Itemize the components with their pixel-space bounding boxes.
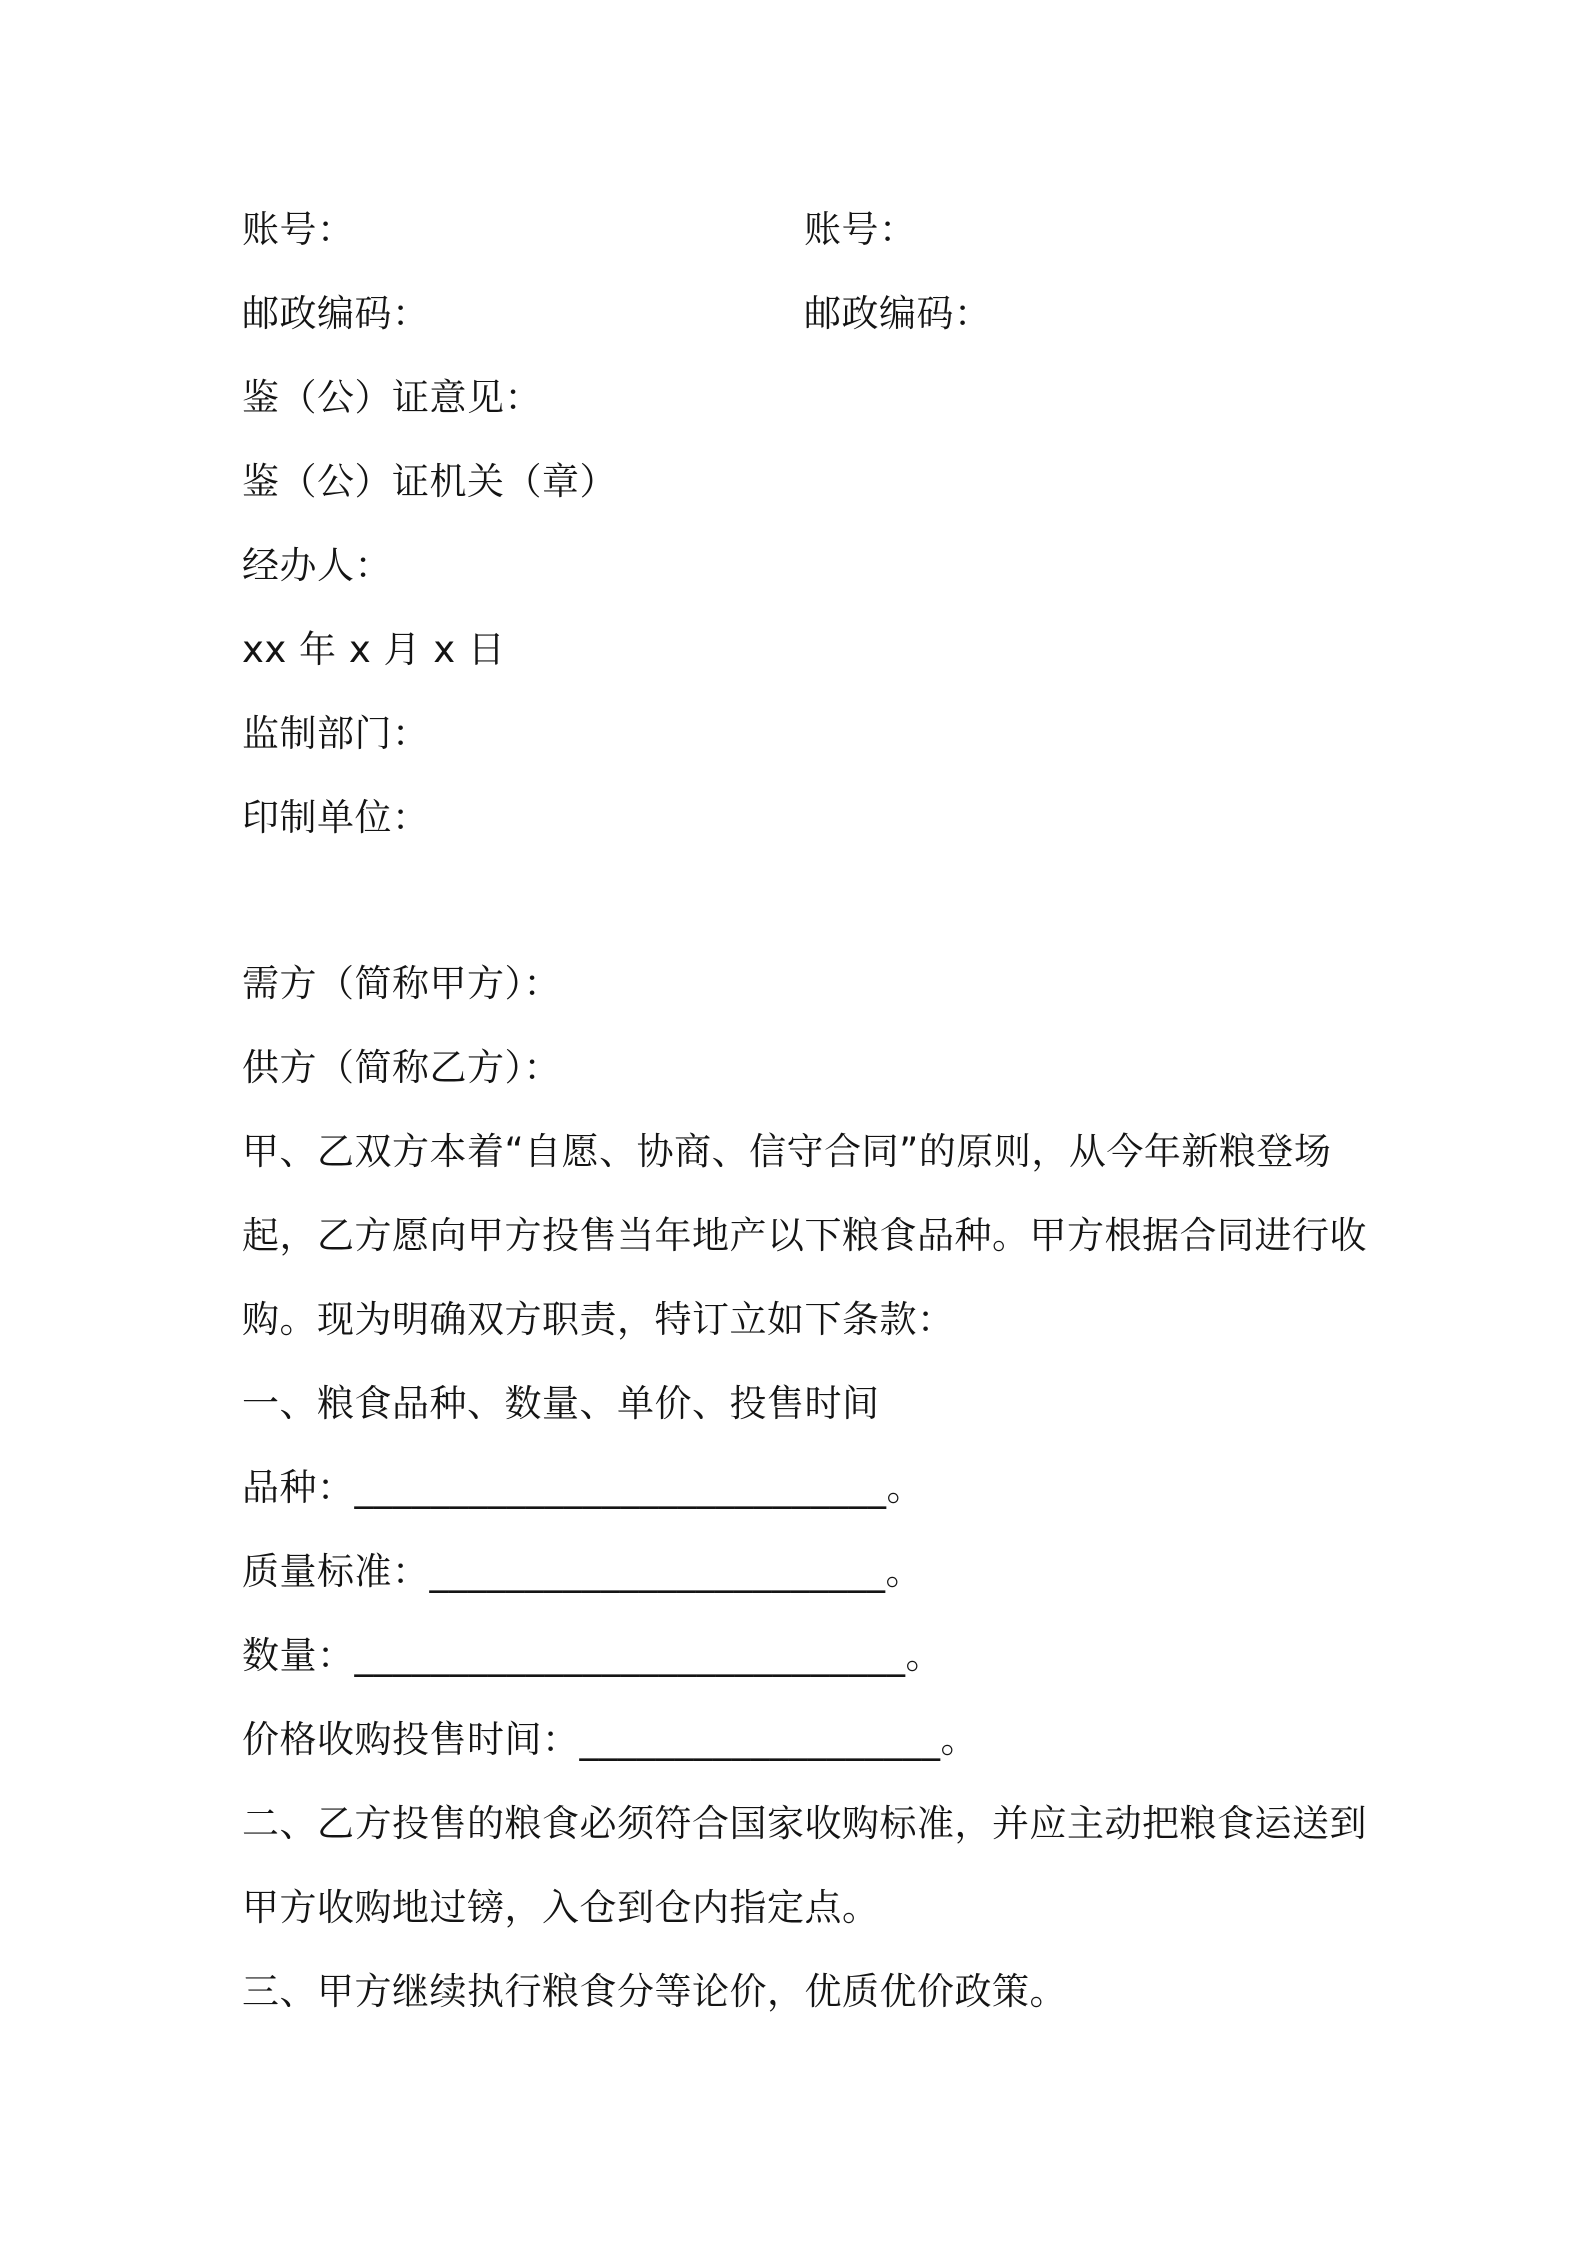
preamble-line-2: 起，乙方愿向甲方投售当年地产以下粮食品种。甲方根据合同进行收	[242, 1214, 1367, 1257]
notary-date: xx 年 x 月 x 日	[242, 628, 506, 671]
seller-party: 供方（简称乙方）：	[242, 1046, 561, 1089]
preamble-line-1: 甲、乙双方本着“自愿、协商、信守合同”的原则，从今年新粮登场	[242, 1130, 1332, 1173]
variety-field: 品种：____________________________。	[242, 1466, 924, 1509]
price-time-field: 价格收购投售时间：___________________。	[242, 1718, 978, 1761]
buyer-party: 需方（简称甲方）：	[242, 962, 561, 1005]
notary-opinion: 鉴（公）证意见：	[242, 376, 542, 419]
notary-handler: 经办人：	[242, 544, 392, 587]
left-account-label: 账号：	[242, 208, 355, 251]
quality-standard-field: 质量标准：________________________。	[242, 1550, 923, 1593]
clause-2-line-1: 二、乙方投售的粮食必须符合国家收购标准，并应主动把粮食运送到	[242, 1802, 1367, 1845]
account-row	[242, 206, 917, 254]
preamble-line-3: 购。现为明确双方职责，特订立如下条款：	[242, 1298, 955, 1341]
left-postcode-label: 邮政编码：	[242, 292, 430, 335]
clause-3-line-1: 三、甲方继续执行粮食分等论价，优质优价政策。	[242, 1970, 1067, 2013]
clause-1-heading: 一、粮食品种、数量、单价、投售时间	[242, 1382, 880, 1425]
right-account-label: 账号：	[804, 208, 917, 251]
quantity-field: 数量：_____________________________。	[242, 1634, 943, 1677]
printing-unit: 印制单位：	[242, 796, 430, 839]
postcode-row	[242, 290, 992, 338]
supervising-department: 监制部门：	[242, 712, 430, 755]
clause-2-line-2: 甲方收购地过镑，入仓到仓内指定点。	[242, 1886, 880, 1929]
notary-authority: 鉴（公）证机关（章）	[242, 460, 617, 503]
right-postcode-label: 邮政编码：	[804, 292, 992, 335]
